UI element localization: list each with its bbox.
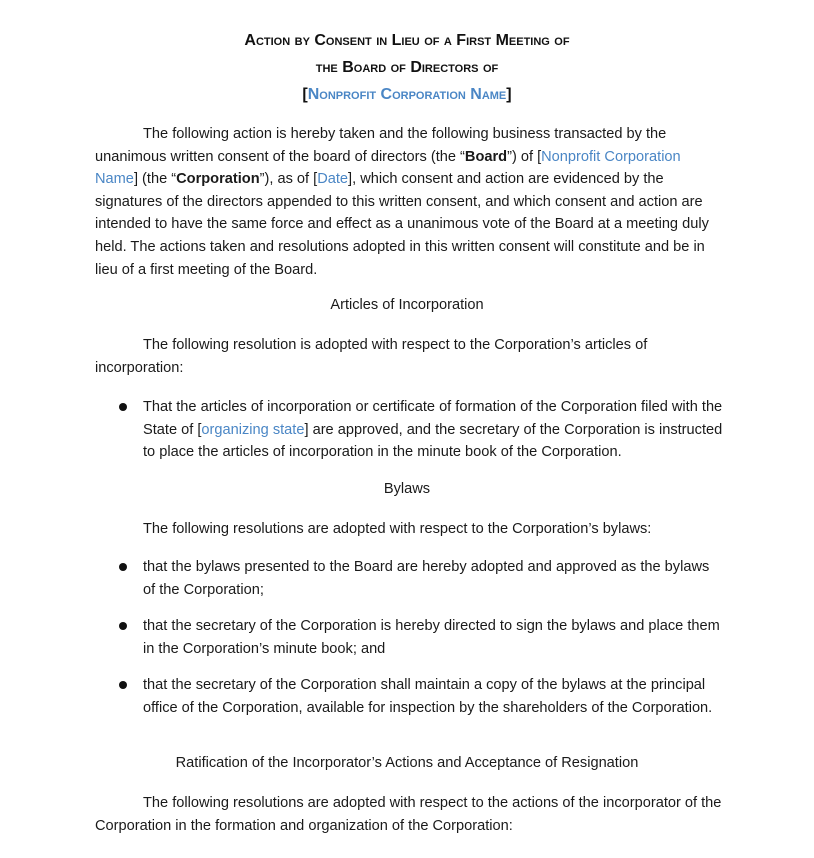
organizing-state-placeholder[interactable]: organizing state — [201, 421, 305, 438]
bylaws-heading: Bylaws — [383, 481, 431, 497]
document-title-line-2: the Board of Directors of — [315, 59, 499, 76]
bylaws-item: that the secretary of the Corporation shall maintain a copy of the bylaws at the principal office of the Corporation, available for inspection by the shareholders of the Corporation. — [143, 677, 713, 716]
bullet-dot — [119, 681, 127, 689]
intro-text-3: ] (the “ — [133, 171, 177, 188]
bylaws-intro: The following resolutions are adopted with respect to the Corporation’s bylaws: — [143, 521, 652, 537]
ratification-intro: The following resolutions are adopted with respect to the actions of the incorporator of the Corporation in the formation and organization of the Corporation: — [95, 795, 722, 834]
bullet-dot — [119, 403, 127, 411]
intro-text-4: ”), as of [ — [259, 171, 318, 188]
nonprofit-name-placeholder[interactable]: Nonprofit Corporation Name — [307, 86, 507, 103]
bracket-close: ] — [506, 86, 512, 103]
articles-bullet-text-1: That the articles of incorporation or certificate of formation of the Corporation filed with the State of [ — [143, 399, 723, 438]
bylaws-item: that the bylaws presented to the Board are hereby adopted and approved as the bylaws of the Corporation; — [143, 559, 710, 598]
intro-text-2: ”) of [ — [507, 148, 542, 165]
articles-heading: Articles of Incorporation — [330, 297, 484, 313]
intro-text-1: The following action is hereby taken and the following business transacted by the unanimous written consent of the board of directors (the “ — [95, 126, 667, 165]
intro-text-5: ], which consent and action are evidenced by the signatures of the directors appended to this written consent, and which consent and action are intended to have the same force and effect as a unanimous vote of the Board at a meeting duly held. The actions taken and resolutions adopted in this written consent will constitute and be in lieu of a first meeting of the Board. — [95, 171, 709, 278]
articles-intro: The following resolution is adopted with respect to the Corporation’s articles of incorporation: — [95, 337, 648, 376]
bylaws-item: that the secretary of the Corporation is hereby directed to sign the bylaws and place them in the Corporation’s minute book; and — [143, 618, 720, 657]
articles-bullet — [143, 396, 725, 464]
bracket-open: [ — [302, 86, 308, 103]
date-placeholder[interactable]: Date — [317, 171, 349, 188]
intro-paragraph — [95, 123, 723, 281]
bullet-dot — [119, 563, 127, 571]
ratification-heading: Ratification of the Incorporator’s Actions and Acceptance of Resignation — [175, 755, 639, 771]
corporation-term: Corporation — [176, 171, 260, 188]
board-term: Board — [464, 148, 508, 165]
bullet-dot — [119, 622, 127, 630]
document-title-line-3 — [0, 86, 814, 104]
corporation-name-placeholder[interactable]: Nonprofit Corporation Name — [95, 148, 681, 188]
articles-bullet-text-2: ] are approved, and the secretary of the Corporation is instructed to place the articles of incorporation in the minute book of the Corporation. — [143, 421, 723, 461]
document-title-line-1: Action by Consent in Lieu of a First Meeting of — [244, 32, 570, 49]
